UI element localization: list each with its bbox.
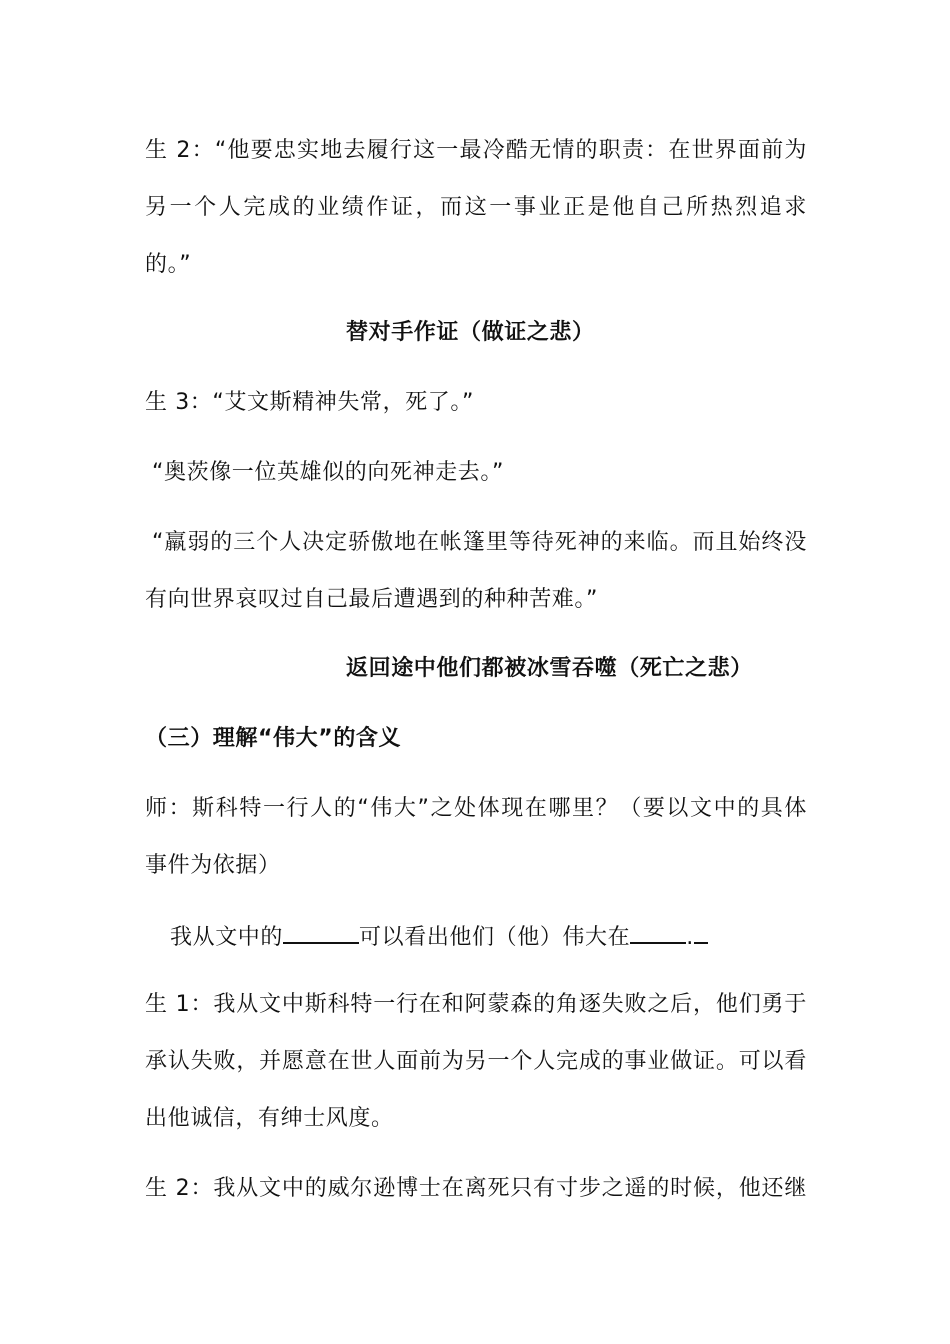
paragraph-line: 出他诚信，有绅士风度。	[145, 1106, 394, 1131]
paragraph-line: “羸弱的三个人决定骄傲地在帐篷里等待死神的来临。而且始终没	[152, 530, 807, 555]
paragraph-line: 有向世界哀叹过自己最后遭遇到的种种苦难。”	[145, 587, 598, 612]
answer-blank	[694, 920, 708, 944]
paragraph-line: 事件为依据）	[145, 853, 281, 878]
paragraph-line: “奥茨像一位英雄似的向死神走去。”	[152, 460, 504, 485]
paragraph-line: 生 1：我从文中斯科特一行在和阿蒙森的角逐失败之后，他们勇于	[145, 992, 807, 1017]
paragraph-line: 生 2：“他要忠实地去履行这一最冷酷无情的职责：在世界面前为	[145, 138, 807, 163]
section-heading: （三）理解“伟大”的含义	[145, 726, 402, 751]
centered-heading: 返回途中他们都被冰雪吞噬（死亡之悲）	[346, 656, 753, 681]
paragraph-line: 生 3：“艾文斯精神失常，死了。”	[145, 390, 474, 415]
paragraph-line: 承认失败，并愿意在世人面前为另一个人完成的事业做证。可以看	[145, 1049, 807, 1074]
centered-heading: 替对手作证（做证之悲）	[346, 320, 595, 345]
paragraph-line: 生 2：我从文中的威尔逊博士在离死只有寸步之遥的时候，他还继	[145, 1176, 807, 1201]
blank-prompt-text: 我从文中的	[170, 925, 284, 950]
blank-period: .	[686, 925, 694, 950]
answer-blank	[283, 920, 359, 944]
paragraph-line: 另一个人完成的业绩作证，而这一事业正是他自己所热烈追求	[145, 195, 807, 220]
paragraph-line: 的。”	[145, 252, 192, 277]
fill-in-blank-line	[170, 920, 832, 953]
paragraph-line: 师：斯科特一行人的“伟大”之处体现在哪里？（要以文中的具体	[145, 796, 807, 821]
answer-blank	[630, 920, 686, 944]
blank-prompt-text: 可以看出他们（他）伟大在	[359, 925, 631, 950]
